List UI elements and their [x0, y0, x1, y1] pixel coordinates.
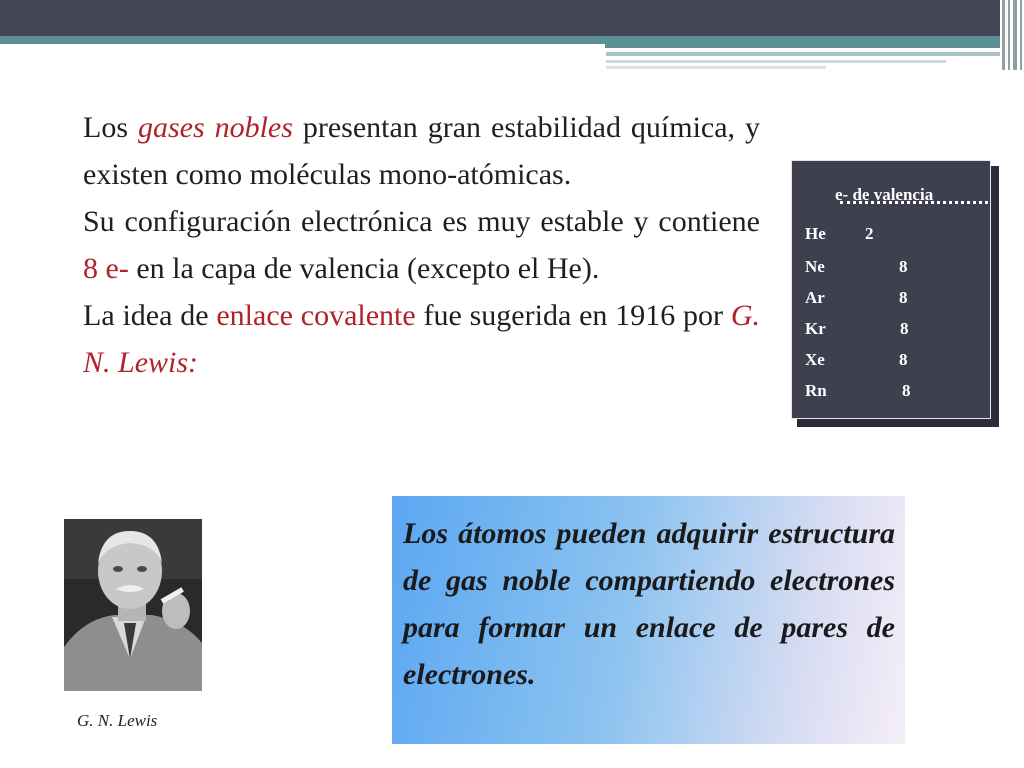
element-valence: 8 [899, 288, 908, 307]
valence-table-title: e- de valencia [835, 185, 934, 204]
valence-row-ar [805, 288, 908, 308]
term-enlace-covalente: enlace covalente [216, 299, 416, 332]
element-symbol: He [805, 224, 826, 243]
quote-box [392, 496, 905, 744]
term-gases-nobles: gases nobles [137, 111, 293, 144]
text-run: fue sugerida en 1916 por [415, 299, 731, 332]
portrait-caption: G. N. Lewis [77, 711, 158, 730]
element-valence: 8 [900, 319, 909, 338]
valence-row-kr [805, 319, 909, 339]
element-symbol: Rn [805, 381, 827, 400]
text-run: presentan gran estabilidad química, y existen como moléculas mono-atómicas. [83, 111, 760, 191]
paragraph-configuracion [83, 198, 760, 292]
element-symbol: Ne [805, 257, 825, 276]
element-valence: 8 [902, 381, 911, 400]
header-accent-line [606, 60, 946, 63]
valence-table [791, 160, 991, 419]
valence-row-he [805, 224, 874, 244]
text-run: Su configuración electrónica es muy estable y contiene [83, 205, 760, 238]
header-band-dark [0, 0, 1000, 36]
term-ocho-electrones: 8 e- [83, 252, 129, 285]
element-symbol: Xe [805, 350, 825, 369]
header-divider-line [0, 44, 605, 49]
element-symbol: Ar [805, 288, 825, 307]
valence-table-divider [840, 201, 988, 204]
valence-row-xe [805, 350, 908, 370]
valence-row-ne [805, 257, 908, 277]
paragraph-gases-nobles [83, 104, 760, 198]
element-valence: 8 [899, 350, 908, 369]
valence-row-rn [805, 381, 911, 401]
element-symbol: Kr [805, 319, 826, 338]
text-run: en la capa de valencia (excepto el He). [128, 252, 600, 285]
element-valence: 2 [865, 224, 874, 243]
element-valence: 8 [899, 257, 908, 276]
quote-text: Los átomos pueden adquirir estructura de gas noble compartiendo electrones para formar un enlace de pares de electrones. [403, 517, 895, 691]
text-run: Los [83, 111, 138, 144]
text-run: La idea de [83, 299, 217, 332]
term-lewis: G. N. Lewis: [83, 299, 760, 379]
main-paragraphs [83, 104, 760, 386]
paragraph-enlace-covalente [83, 292, 760, 386]
header-accent-line [606, 66, 826, 69]
portrait-photo [64, 519, 202, 691]
header-side-stripes [1000, 0, 1024, 70]
header-accent-line [606, 52, 1000, 56]
